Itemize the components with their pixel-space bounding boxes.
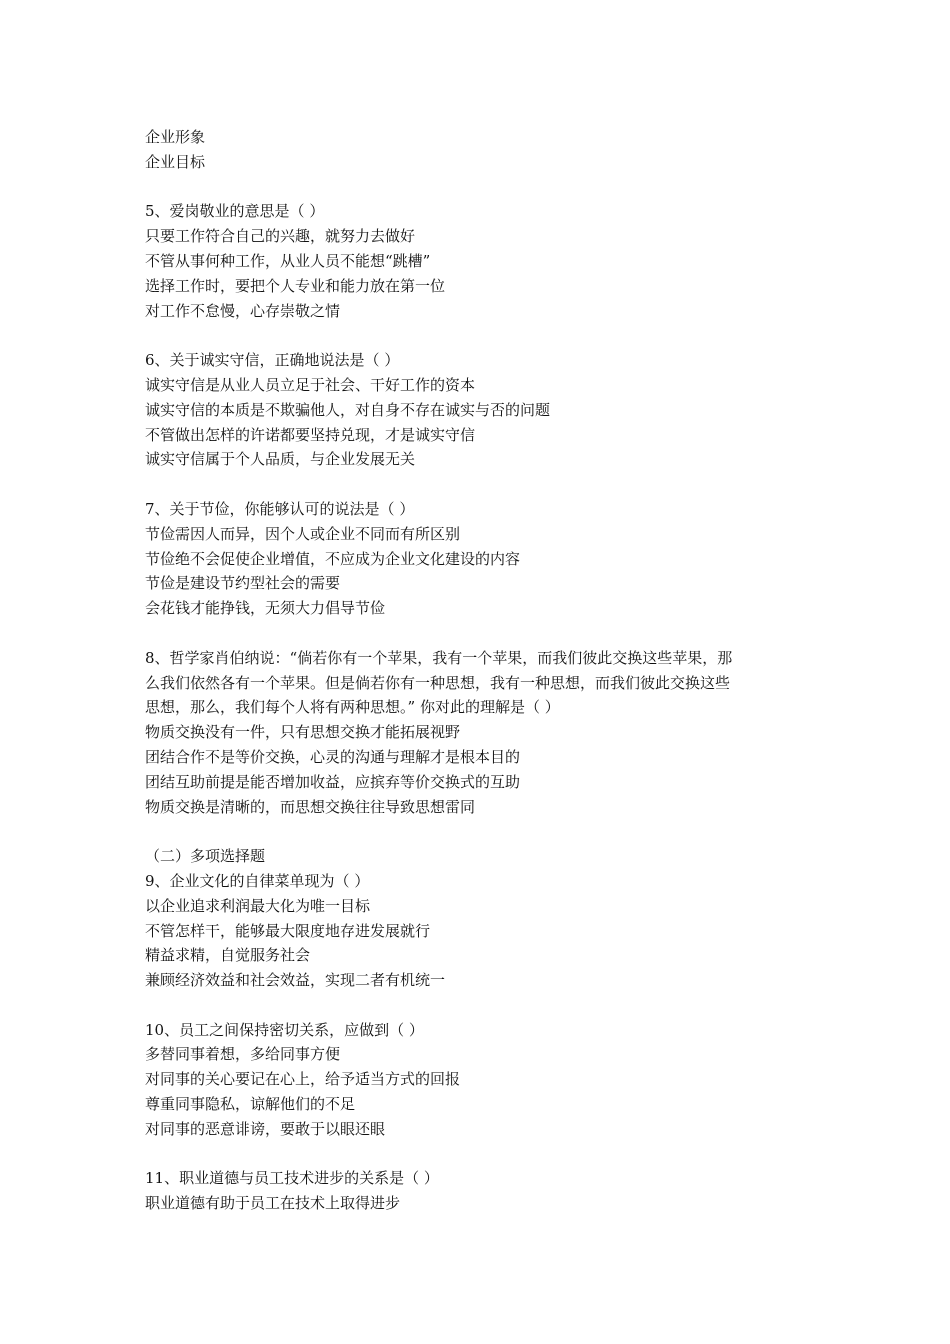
question-8-line-1: 8、哲学家肖伯纳说：“倘若你有一个苹果，我有一个苹果，而我们彼此交换这些苹果，那 bbox=[145, 648, 733, 667]
q6-option-b: 诚实守信的本质是不欺骗他人，对自身不存在诚实与否的问题 bbox=[145, 400, 551, 419]
spacer bbox=[145, 993, 825, 1018]
q7-option-b: 节俭绝不会促使企业增值，不应成为企业文化建设的内容 bbox=[145, 549, 521, 568]
q9-option-c: 精益求精，自觉服务社会 bbox=[145, 946, 311, 965]
question-10: 10、员工之间保持密切关系，应做到（ ） bbox=[145, 1020, 424, 1039]
q7-option-d: 会花钱才能挣钱，无须大力倡导节俭 bbox=[145, 599, 386, 618]
q5-option-b: 不管从事何种工作，从业人员不能想“跳槽” bbox=[145, 251, 431, 270]
question-6: 6、关于诚实守信，正确地说法是（ ） bbox=[145, 351, 400, 370]
q7-option-a: 节俭需因人而异，因个人或企业不同而有所区别 bbox=[145, 524, 461, 543]
q5-option-d: 对工作不怠慢，心存崇敬之情 bbox=[145, 301, 341, 320]
spacer bbox=[145, 1142, 825, 1167]
question-8-line-3: 思想，那么，我们每个人将有两种思想。” 你对此的理解是（ ） bbox=[145, 698, 560, 717]
intro-line-1: 企业形象 bbox=[145, 128, 206, 146]
q10-option-a: 多替同事着想，多给同事方便 bbox=[145, 1045, 341, 1064]
q10-option-c: 尊重同事隐私，谅解他们的不足 bbox=[145, 1095, 356, 1114]
q5-option-a: 只要工作符合自己的兴趣，就努力去做好 bbox=[145, 227, 416, 246]
question-5: 5、爱岗敬业的意思是（ ） bbox=[145, 202, 325, 221]
q10-option-b: 对同事的关心要记在心上，给予适当方式的回报 bbox=[145, 1070, 461, 1089]
q6-option-c: 不管做出怎样的许诺都要坚持兑现，才是诚实守信 bbox=[145, 425, 476, 444]
q5-option-c: 选择工作时，要把个人专业和能力放在第一位 bbox=[145, 276, 446, 295]
q8-option-c: 团结互助前提是能否增加收益，应摈弃等价交换式的互助 bbox=[145, 772, 521, 791]
q8-option-a: 物质交换没有一件，只有思想交换才能拓展视野 bbox=[145, 723, 461, 742]
spacer bbox=[145, 819, 825, 844]
q9-option-b: 不管怎样干，能够最大限度地存进发展就行 bbox=[145, 921, 431, 940]
question-9: 9、企业文化的自律菜单现为（ ） bbox=[145, 871, 370, 890]
q9-option-d: 兼顾经济效益和社会效益，实现二者有机统一 bbox=[145, 971, 446, 990]
question-7: 7、关于节俭，你能够认可的说法是（ ） bbox=[145, 499, 415, 518]
q8-option-b: 团结合作不是等价交换，心灵的沟通与理解才是根本目的 bbox=[145, 747, 521, 766]
spacer bbox=[145, 621, 825, 646]
question-8-line-2: 么我们依然各有一个苹果。但是倘若你有一种思想，我有一种思想，而我们彼此交换这些 bbox=[145, 673, 731, 692]
spacer bbox=[145, 175, 825, 200]
spacer bbox=[145, 323, 825, 348]
q11-option-a: 职业道德有助于员工在技术上取得进步 bbox=[145, 1194, 401, 1213]
spacer bbox=[145, 472, 825, 497]
q10-option-d: 对同事的恶意诽谤，要敢于以眼还眼 bbox=[145, 1119, 386, 1138]
question-11: 11、职业道德与员工技术进步的关系是（ ） bbox=[145, 1169, 439, 1188]
q7-option-c: 节俭是建设节约型社会的需要 bbox=[145, 574, 341, 593]
intro-line-2: 企业目标 bbox=[145, 152, 206, 171]
section-heading-multiple-choice: （二）多项选择题 bbox=[145, 847, 266, 866]
document-page bbox=[145, 125, 825, 1216]
q9-option-a: 以企业追求利润最大化为唯一目标 bbox=[145, 896, 371, 915]
q8-option-d: 物质交换是清晰的，而思想交换往往导致思想雷同 bbox=[145, 797, 476, 816]
q6-option-a: 诚实守信是从业人员立足于社会、干好工作的资本 bbox=[145, 375, 476, 394]
q6-option-d: 诚实守信属于个人品质，与企业发展无关 bbox=[145, 450, 416, 469]
